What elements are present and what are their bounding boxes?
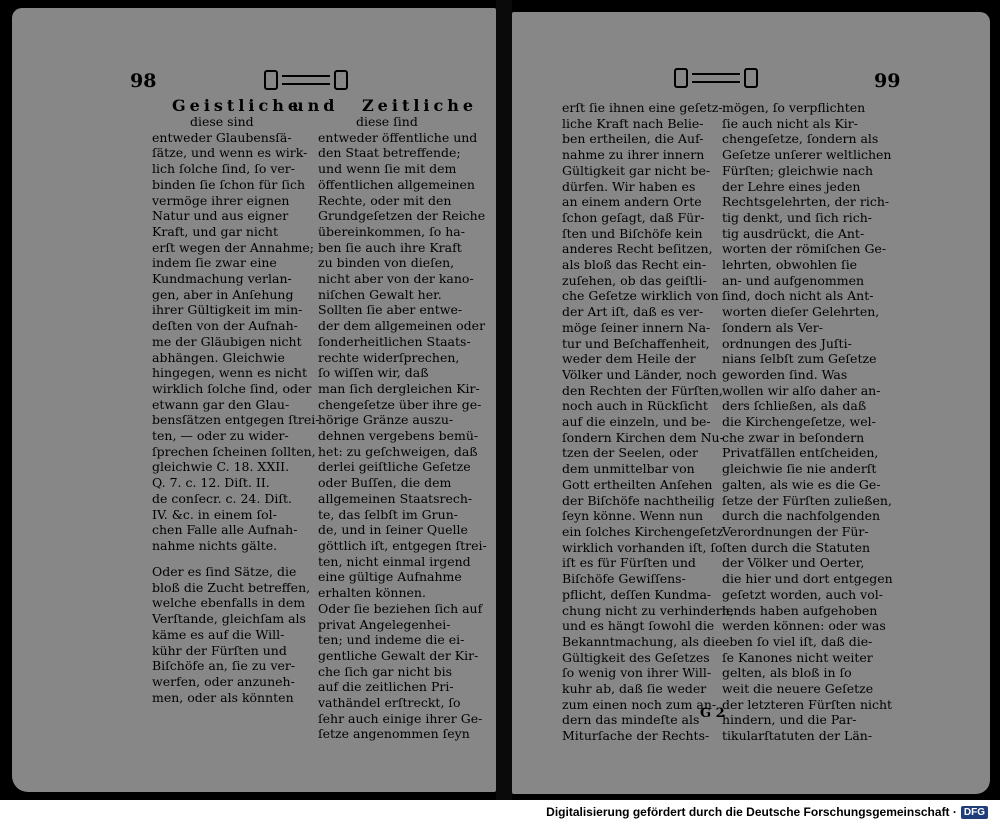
text-line: che Geſetze wirklich von bbox=[562, 288, 719, 304]
text-line: Rechtsgelehrten, der rich- bbox=[722, 194, 890, 210]
text-line: che ſich gar nicht bis bbox=[318, 663, 452, 679]
text-line: dehnen vergebens bemü- bbox=[318, 428, 479, 444]
text-line: chen Falle alle Aufnah- bbox=[152, 522, 298, 538]
text-line: Q. 7. c. 12. Diſt. II. bbox=[152, 475, 270, 491]
text-line: IV. &c. in einem ſol- bbox=[152, 506, 277, 522]
text-line: erhalten können. bbox=[318, 585, 426, 601]
footer-bar bbox=[0, 800, 1000, 824]
text-line: Sollten ſie aber entwe- bbox=[318, 302, 463, 318]
text-line: welche ebenfalls in dem bbox=[152, 595, 306, 611]
text-line: gleichwie ſie nie anderſt bbox=[722, 461, 877, 477]
text-line: ſo wiſſen wir, daß bbox=[318, 365, 429, 381]
text-line: galten, als wie es die Ge- bbox=[722, 476, 881, 492]
text-line: öffentlichen allgemeinen bbox=[318, 176, 475, 192]
text-line: tur und Beſchaffenheit, bbox=[562, 335, 710, 351]
page-number-left: 98 bbox=[130, 70, 157, 92]
text-line: und es hängt ſowohl die bbox=[562, 618, 715, 634]
text-line: den Rechten der Fürſten, bbox=[562, 382, 723, 398]
ornament-rule-icon bbox=[264, 70, 348, 90]
text-line: Geſetze unſerer weltlichen bbox=[722, 147, 892, 163]
text-line: privat Angelegenhei- bbox=[318, 616, 451, 632]
text-line: oder Buſſen, die dem bbox=[318, 475, 452, 491]
text-line: Biſchöfe Gewiſſens- bbox=[562, 571, 686, 587]
text-line: diese sind bbox=[190, 114, 254, 129]
text-line: dürfen. Wir haben es bbox=[562, 178, 696, 194]
text-line: Biſchöfe an, ſie zu ver- bbox=[152, 658, 296, 674]
text-line: ſeyn könne. Wenn nun bbox=[562, 508, 704, 524]
book-gutter bbox=[496, 0, 512, 800]
right-page bbox=[512, 12, 990, 794]
text-line: als bloß das Recht ein- bbox=[562, 257, 707, 273]
text-line: deſten von der Aufnah- bbox=[152, 318, 298, 334]
text-line: an- und aufgenommen bbox=[722, 272, 865, 288]
page-number-right: 99 bbox=[874, 70, 901, 92]
text-line: worten der römiſchen Ge- bbox=[722, 241, 887, 257]
text-line: Natur und aus eigner bbox=[152, 208, 289, 224]
text-line: wirklich vorhanden iſt, ſo bbox=[562, 539, 723, 555]
text-line: tzen der Seelen, oder bbox=[562, 445, 699, 461]
text-line: ſonderheitlichen Staats- bbox=[318, 333, 471, 349]
text-line: vathändel erſtreckt, ſo bbox=[318, 695, 461, 711]
text-line: che zwar in beſondern bbox=[722, 429, 865, 445]
heading-left: Geistliche bbox=[172, 96, 303, 115]
text-line: lends haben aufgehoben bbox=[722, 602, 878, 618]
text-line: wollen wir alſo daher an- bbox=[722, 382, 881, 398]
text-line: ſo wenig von ihrer Will- bbox=[562, 665, 712, 681]
text-line: de, und in ſeiner Quelle bbox=[318, 522, 468, 538]
left-column-1 bbox=[152, 114, 320, 554]
text-line: ſehr auch einige ihrer Ge- bbox=[318, 710, 483, 726]
text-line: dem unmittelbar von bbox=[562, 461, 695, 477]
text-line: ſten und Biſchöfe kein bbox=[562, 225, 703, 241]
text-line: man ſich dergleichen Kir- bbox=[318, 380, 480, 396]
text-line: Oder es ſind Sätze, die bbox=[152, 564, 297, 579]
text-line: ſätze, und wenn es wirk- bbox=[152, 145, 308, 161]
text-line: ein ſolches Kirchengeſetz bbox=[562, 523, 724, 539]
text-line: ſetze der Fürſten zuließen, bbox=[722, 492, 892, 508]
text-line: die Kirchengeſetze, wel- bbox=[722, 414, 876, 430]
text-line: erſt wegen der Annahme; bbox=[152, 239, 314, 255]
text-line: der Art iſt, daß es ver- bbox=[562, 304, 704, 320]
text-line: nahme nichts gälte. bbox=[152, 537, 278, 553]
text-line: Oder ſie beziehen ſich auf bbox=[318, 600, 483, 616]
left-page bbox=[12, 8, 496, 792]
text-line: Kundmachung verlan- bbox=[152, 271, 292, 287]
text-line: zuſehen, ob das geiſtli- bbox=[562, 272, 707, 288]
text-line: ſprechen ſcheinen ſollten, bbox=[152, 443, 316, 459]
text-line: werden können: oder was bbox=[722, 618, 886, 634]
text-line: Bekanntmachung, als die bbox=[562, 633, 723, 649]
footer-funding-text: Digitalisierung gefördert durch die Deutsche Forschungsgemeinschaft · bbox=[546, 805, 957, 819]
text-line: gen, aber in Anſehung bbox=[152, 286, 294, 302]
text-line: ſchon geſagt, daß Für- bbox=[562, 209, 705, 225]
text-line: weit die neuere Geſetze bbox=[722, 681, 874, 697]
text-line: Kraft, und gar nicht bbox=[152, 223, 278, 239]
text-line: geſetzt worden, auch vol- bbox=[722, 586, 883, 602]
text-line: pflicht, deſſen Kundma- bbox=[562, 586, 712, 602]
text-line: eben ſo viel iſt, daß die- bbox=[722, 633, 873, 649]
text-line: den Staat betreffende; bbox=[318, 145, 461, 161]
text-line: zum einen noch zum an- bbox=[562, 696, 717, 712]
text-line: ſe Kanones nicht weiter bbox=[722, 649, 873, 665]
text-line: werfen, oder anzuneh- bbox=[152, 673, 295, 689]
text-line: ben ſie auch ihre Kraft bbox=[318, 239, 462, 255]
ornament-rule-icon bbox=[674, 68, 758, 88]
signature-mark: G 2 bbox=[700, 706, 725, 721]
text-line: der Lehre eines jeden bbox=[722, 178, 861, 194]
text-line: lich ſolche ſind, ſo ver- bbox=[152, 161, 295, 177]
text-line: an einem andern Orte bbox=[562, 194, 702, 210]
text-line: chengeſetze über ihre ge- bbox=[318, 396, 482, 412]
text-line: ihrer Gültigkeit im min- bbox=[152, 302, 303, 318]
text-line: geworden ſind. Was bbox=[722, 366, 848, 382]
text-line: bensſätzen entgegen ſtrei- bbox=[152, 412, 320, 428]
text-line: eine gültige Aufnahme bbox=[318, 569, 462, 585]
text-line: diese ſind bbox=[356, 114, 418, 129]
left-column-1-continued bbox=[152, 564, 311, 705]
text-line: anderes Recht beſitzen, bbox=[562, 241, 713, 257]
text-line: möge ſeiner innern Na- bbox=[562, 319, 711, 335]
text-line: het: zu geſchweigen, daß bbox=[318, 443, 478, 459]
text-line: noch auch in Rückſicht bbox=[562, 398, 708, 414]
text-line: hörige Gränze auszu- bbox=[318, 412, 454, 428]
text-line: wirklich ſolche ſind, oder bbox=[152, 380, 312, 396]
right-column-2 bbox=[722, 100, 893, 744]
dfg-logo: DFG bbox=[961, 806, 988, 819]
left-column-2 bbox=[318, 114, 487, 742]
text-line: tikularſtatuten der Län- bbox=[722, 728, 873, 744]
text-line: Privatfällen entſcheiden, bbox=[722, 445, 879, 461]
text-line: entweder Glaubensſä- bbox=[152, 129, 292, 145]
text-line: gelten, als bloß in ſo bbox=[722, 665, 852, 681]
text-line: Rechte, oder mit den bbox=[318, 192, 452, 208]
text-line: ben ertheilen, die Auf- bbox=[562, 131, 704, 147]
text-line: nicht aber von der kano- bbox=[318, 271, 474, 287]
text-line: zu binden von dieſen, bbox=[318, 255, 455, 271]
text-line: lehrten, obwohlen ſie bbox=[722, 257, 858, 273]
text-line: Gültigkeit des Geſetzes bbox=[562, 649, 710, 665]
text-line: weder dem Heile der bbox=[562, 351, 696, 367]
text-line: etwann gar den Glau- bbox=[152, 396, 290, 412]
text-line: abhängen. Gleichwie bbox=[152, 349, 285, 365]
heading-right: Zeitliche bbox=[362, 96, 478, 115]
text-line: übereinkommen, ſo ha- bbox=[318, 223, 465, 239]
text-line: göttlich iſt, entgegen ſtrei- bbox=[318, 537, 487, 553]
text-line: men, oder als könnten bbox=[152, 689, 294, 705]
text-line: ders ſchließen, als daß bbox=[722, 398, 867, 414]
heading-mid: und bbox=[292, 96, 339, 115]
text-line: niſchen Gewalt her. bbox=[318, 286, 442, 302]
text-line: hingegen, wenn es nicht bbox=[152, 365, 307, 381]
text-line: ſten durch die Statuten bbox=[722, 539, 871, 555]
text-line: mögen, ſo verpflichten bbox=[722, 100, 866, 115]
text-line: Fürſten; gleichwie nach bbox=[722, 162, 874, 178]
text-line: vermöge ihrer eignen bbox=[152, 192, 290, 208]
text-line: me der Gläubigen nicht bbox=[152, 333, 302, 349]
text-line: tig denkt, und ſich rich- bbox=[722, 209, 872, 225]
text-line: käme es auf die Will- bbox=[152, 626, 285, 642]
text-line: gleichwie C. 18. XXII. bbox=[152, 459, 290, 475]
text-line: ſind, doch nicht als Ant- bbox=[722, 288, 874, 304]
text-line: kuhr ab, daß ſie weder bbox=[562, 681, 707, 697]
text-line: ten, nicht einmal irgend bbox=[318, 553, 471, 569]
text-line: die hier und dort entgegen bbox=[722, 571, 893, 587]
text-line: ſie auch nicht als Kir- bbox=[722, 115, 858, 131]
text-line: Grundgeſetzen der Reiche bbox=[318, 208, 486, 224]
text-line: ordnungen des Juſti- bbox=[722, 335, 852, 351]
text-line: derlei geiſtliche Geſetze bbox=[318, 459, 471, 475]
text-line: der Biſchöfe nachtheilig bbox=[562, 492, 715, 508]
text-line: Verordnungen der Für- bbox=[722, 523, 869, 539]
text-line: rechte widerſprechen, bbox=[318, 349, 460, 365]
text-line: bloß die Zucht betreffen, bbox=[152, 579, 311, 595]
text-line: chengeſetze, ſondern als bbox=[722, 131, 879, 147]
text-line: dern das mindeſte als bbox=[562, 712, 700, 728]
text-line: allgemeinen Staatsrech- bbox=[318, 490, 473, 506]
text-line: der letzteren Fürſten nicht bbox=[722, 696, 893, 712]
text-line: auf die zeitlichen Pri- bbox=[318, 679, 454, 695]
text-line: de conſecr. c. 24. Diſt. bbox=[152, 490, 292, 506]
text-line: Verſtande, gleichſam als bbox=[152, 611, 306, 627]
text-line: chung nicht zu verhindern, bbox=[562, 602, 734, 618]
text-line: der dem allgemeinen oder bbox=[318, 318, 486, 334]
text-line: Gott ertheilten Anſehen bbox=[562, 476, 713, 492]
text-line: Miturſache der Rechts- bbox=[562, 728, 710, 744]
text-line: entweder öffentliche und bbox=[318, 129, 478, 145]
text-line: ſondern als Ver- bbox=[722, 319, 823, 335]
text-line: ten; und indeme die ei- bbox=[318, 632, 465, 648]
text-line: hindern, und die Par- bbox=[722, 712, 857, 728]
text-line: tig ausdrückt, die Ant- bbox=[722, 225, 865, 241]
text-line: ſondern Kirchen dem Nu- bbox=[562, 429, 724, 445]
text-line: durch die nachfolgenden bbox=[722, 508, 881, 524]
text-line: ten, — oder zu wider- bbox=[152, 428, 289, 444]
text-line: Gültigkeit gar nicht be- bbox=[562, 162, 711, 178]
text-line: nahme zu ihrer innern bbox=[562, 147, 705, 163]
text-line: binden ſie ſchon für ſich bbox=[152, 176, 305, 192]
text-line: kühr der Fürſten und bbox=[152, 642, 287, 658]
text-line: erſt ſie ihnen eine geſetz- bbox=[562, 100, 723, 115]
text-line: liche Kraft nach Belie- bbox=[562, 115, 704, 131]
text-line: und wenn ſie mit dem bbox=[318, 161, 457, 177]
text-line: Völker und Länder, noch bbox=[562, 366, 717, 382]
text-line: worten dieſer Gelehrten, bbox=[722, 304, 880, 320]
text-line: ſetze angenommen ſeyn bbox=[318, 726, 470, 742]
text-line: indem ſie zwar eine bbox=[152, 255, 277, 271]
text-line: te, das ſelbſt im Grun- bbox=[318, 506, 458, 522]
text-line: gentliche Gewalt der Kir- bbox=[318, 647, 479, 663]
text-line: nians ſelbſt zum Geſetze bbox=[722, 351, 877, 367]
text-line: iſt es für Fürſten und bbox=[562, 555, 696, 571]
text-line: der Völker und Oerter, bbox=[722, 555, 865, 571]
text-line: auf die einzeln, und be- bbox=[562, 414, 711, 430]
